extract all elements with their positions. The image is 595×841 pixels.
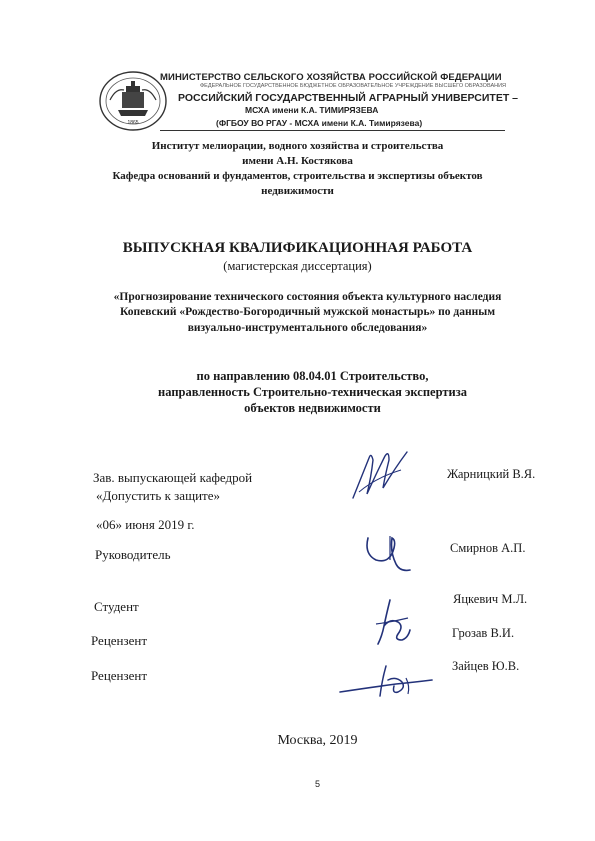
header-rule <box>160 130 505 131</box>
topic-line-1: «Прогнозирование технического состояния объекта культурного наследия <box>113 291 502 303</box>
institute-name: Институт мелиорации, водного хозяйства и строительства <box>151 140 444 152</box>
header-university-abbrev: (ФГБОУ ВО РГАУ - МСХА имени К.А. Тимирязева) <box>216 118 423 128</box>
topic-line-3: визуально-инструментального обследования» <box>187 322 428 334</box>
department-name: Кафедра оснований и фундаментов, строительства и экспертизы объектов <box>112 170 483 182</box>
header-university: РОССИЙСКИЙ ГОСУДАРСТВЕННЫЙ АГРАРНЫЙ УНИВЕРСИТЕТ – <box>178 92 518 104</box>
approval-date: «06» июня 2019 г. <box>96 517 195 532</box>
svg-text:1865: 1865 <box>127 120 139 126</box>
document-title: ВЫПУСКНАЯ КВАЛИФИКАЦИОННАЯ РАБОТА <box>122 240 473 256</box>
signature-head-of-department <box>345 448 415 506</box>
role-name-reviewer-1: Грозав В.И. <box>452 626 515 640</box>
topic-line-2: Копевский «Рождество-Богородичный мужской монастырь» по данным <box>119 306 496 318</box>
signature-reviewer <box>336 662 436 702</box>
header-institution-type: ФЕДЕРАЛЬНОЕ ГОСУДАРСТВЕННОЕ БЮДЖЕТНОЕ ОБРАЗОВАТЕЛЬНОЕ УЧРЕЖДЕНИЕ ВЫСШЕГО ОБРАЗОВАНИЯ <box>200 83 507 89</box>
signature-supervisor <box>360 530 420 578</box>
direction-line-2: направленность Строительно-техническая экспертиза <box>158 385 467 399</box>
signature-student <box>368 596 420 648</box>
header-ministry: МИНИСТЕРСТВО СЕЛЬСКОГО ХОЗЯЙСТВА РОССИЙСКОЙ ФЕДЕРАЦИИ <box>160 72 502 83</box>
role-label-reviewer-1: Рецензент <box>91 633 148 648</box>
city-year: Москва, 2019 <box>277 733 358 748</box>
direction-line-3: объектов недвижимости <box>244 401 381 415</box>
page-number: 5 <box>314 779 320 789</box>
role-label-student: Студент <box>94 599 139 614</box>
admit-to-defense: «Допустить к защите» <box>96 488 220 503</box>
direction-line-1: по направлению 08.04.01 Строительство, <box>196 369 429 383</box>
header-university-name: МСХА имени К.А. ТИМИРЯЗЕВА <box>245 105 379 115</box>
university-emblem <box>98 70 168 132</box>
head-of-department-label: Зав. выпускающей кафедрой <box>93 470 253 485</box>
role-label-supervisor: Руководитель <box>95 547 171 562</box>
role-name-reviewer-2: Зайцев Ю.В. <box>452 659 520 673</box>
role-label-reviewer-2: Рецензент <box>91 668 148 683</box>
role-name-student: Яцкевич М.Л. <box>453 592 528 606</box>
department-name-cont: недвижимости <box>261 185 334 197</box>
head-of-department-name: Жарницкий В.Я. <box>447 467 536 481</box>
document-subtitle: (магистерская диссертация) <box>223 259 372 273</box>
role-name-supervisor: Смирнов А.П. <box>450 541 526 555</box>
institute-named-after: имени А.Н. Костякова <box>242 155 353 167</box>
